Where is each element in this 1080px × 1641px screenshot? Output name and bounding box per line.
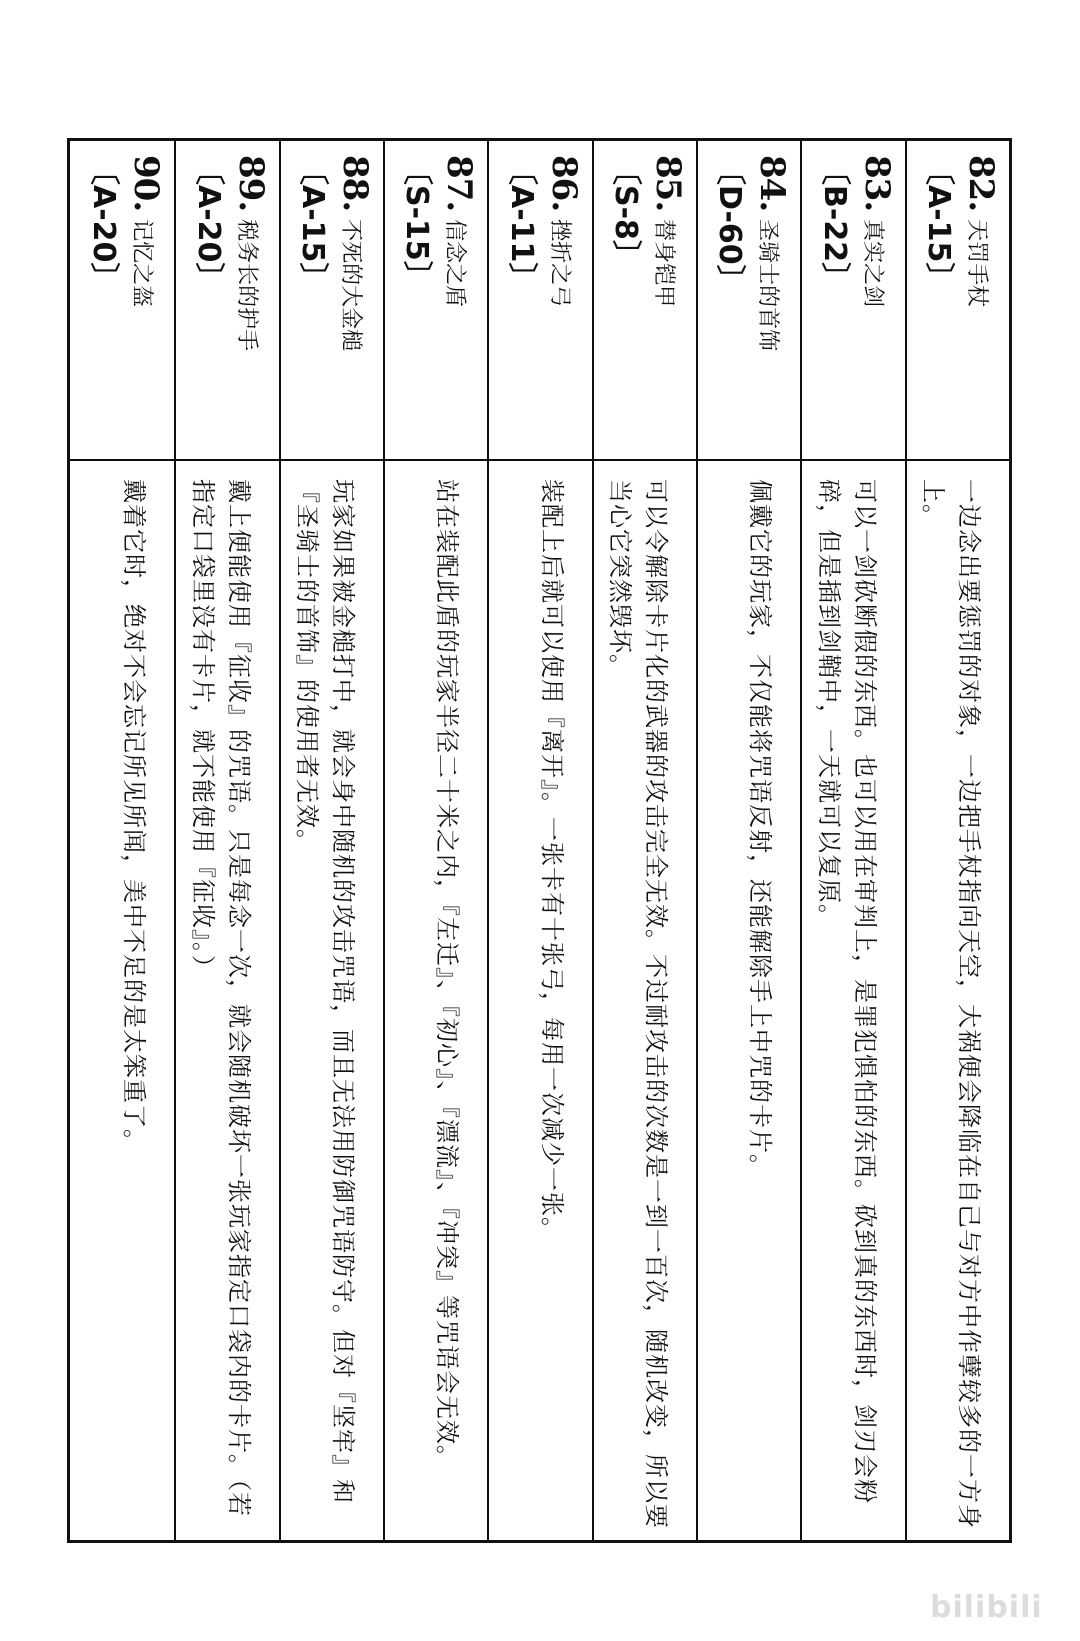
card-description: 佩戴它的玩家，不仅能将咒语反射，还能解除手上中咒的卡片。 [746,479,775,1179]
card-column [279,141,383,1540]
card-column [800,141,904,1540]
card-description-cell [698,461,800,1540]
card-header [176,141,278,459]
card-name: 税务长的护手 [233,219,259,352]
card-description-cell [489,461,591,1540]
card-column [174,141,278,1540]
card-description-cell [176,461,278,1540]
card-description-wrapper [116,461,174,1540]
card-number: 82. [960,155,1001,212]
card-description-wrapper [742,461,800,1540]
card-name: 记忆之盔 [129,219,155,308]
card-header-text [816,141,905,459]
card-column [905,141,1009,1540]
card-description: 装配上后就可以使用『离开』。一张卡有十张弓，每用一次减少一张。 [537,479,566,1242]
card-rank: 〔B-22〕 [816,155,852,293]
card-description-cell [802,461,904,1540]
watermark-logo: bilibili [930,1590,1043,1625]
card-number: 85. [647,155,688,212]
card-description: 戴上便能使用『征收』的咒语。只是每念一次，就会随机破坏一张玩家指定口袋内的卡片。（若指定口袋里没有卡片，就不能使用『征收』。） [188,479,253,1517]
card-column [592,141,696,1540]
card-description: 一边念出要惩罚的对象，一边把手杖指向天空，大祸便会降临在自己与对方中作孽较多的一方身上。 [918,479,983,1529]
card-rank: 〔S-8〕 [607,155,643,270]
card-description: 可以一剑砍断假的东西。也可以用在审判上，是罪犯惧怕的东西。砍到真的东西时，剑刃会粉碎，但是插到剑鞘中，一天就可以复原。 [814,479,879,1504]
card-description-cell [594,461,696,1540]
card-description-wrapper [602,461,696,1540]
card-name: 真实之剑 [859,219,885,308]
card-column [383,141,487,1540]
card-name: 天罚手杖 [963,219,989,308]
card-name: 替身铠甲 [650,219,676,308]
card-description-cell [70,461,174,1540]
card-description-wrapper [185,461,279,1540]
card-name: 信念之盾 [442,219,468,308]
card-number: 84. [752,155,793,212]
card-header-text [190,141,279,459]
card-description: 玩家如果被金槌打中，就会身中随机的攻击咒语，而且无法用防御咒语防守。但对『坚牢』和『圣骑士的首饰』的使用者无效。 [292,479,357,1504]
card-number: 87. [439,155,480,212]
card-header [489,141,591,459]
card-header-text [711,141,800,459]
card-header [698,141,800,459]
card-number: 89. [230,155,271,212]
card-description-wrapper [289,461,383,1540]
card-description-wrapper [429,461,487,1540]
card-header [907,141,1009,459]
card-number: 88. [334,155,375,212]
card-number: 86. [543,155,584,212]
card-rank: 〔A-20〕 [190,155,226,293]
card-header [281,141,383,459]
card-header [802,141,904,459]
card-header-text [503,141,592,459]
card-column [487,141,591,1540]
card-header-text [85,141,174,459]
card-description-wrapper [534,461,592,1540]
card-description-cell [385,461,487,1540]
card-description: 戴着它时，绝对不会忘记所见所闻，美中不足的是太笨重了。 [120,479,149,1154]
card-column [70,141,174,1540]
card-description: 可以令解除卡片化的武器的攻击完全无效。不过耐攻击的次数是一到一百次，随机改变，所以要当心它突然毁坏。 [605,479,670,1529]
card-rank: 〔A-15〕 [294,155,330,293]
card-header-text [607,141,696,459]
card-header [594,141,696,459]
card-description-cell [281,461,383,1540]
card-name: 挫折之弓 [546,219,572,308]
card-number: 83. [856,155,897,212]
card-rank: 〔A-15〕 [920,155,956,293]
card-description-cell [907,461,1009,1540]
card-name: 不死的大金槌 [337,219,363,352]
card-column [696,141,800,1540]
card-name: 圣骑士的首饰 [755,219,781,352]
card-header-text [920,141,1009,459]
card-rank: 〔D-60〕 [712,155,748,295]
card-rank: 〔A-20〕 [86,155,122,293]
card-description-wrapper [811,461,905,1540]
card-description-wrapper [915,461,1009,1540]
card-rank: 〔S-15〕 [399,155,435,291]
card-number: 90. [126,155,167,212]
card-header-text [294,141,383,459]
card-table [67,138,1012,1543]
card-header [70,141,174,459]
card-rank: 〔A-11〕 [503,155,539,293]
card-description: 站在装配此盾的玩家半径二十米之内，『左迁』、『初心』、『漂流』、『冲突』等咒语会无效。 [433,479,462,1470]
card-header-text [398,141,487,459]
card-header [385,141,487,459]
